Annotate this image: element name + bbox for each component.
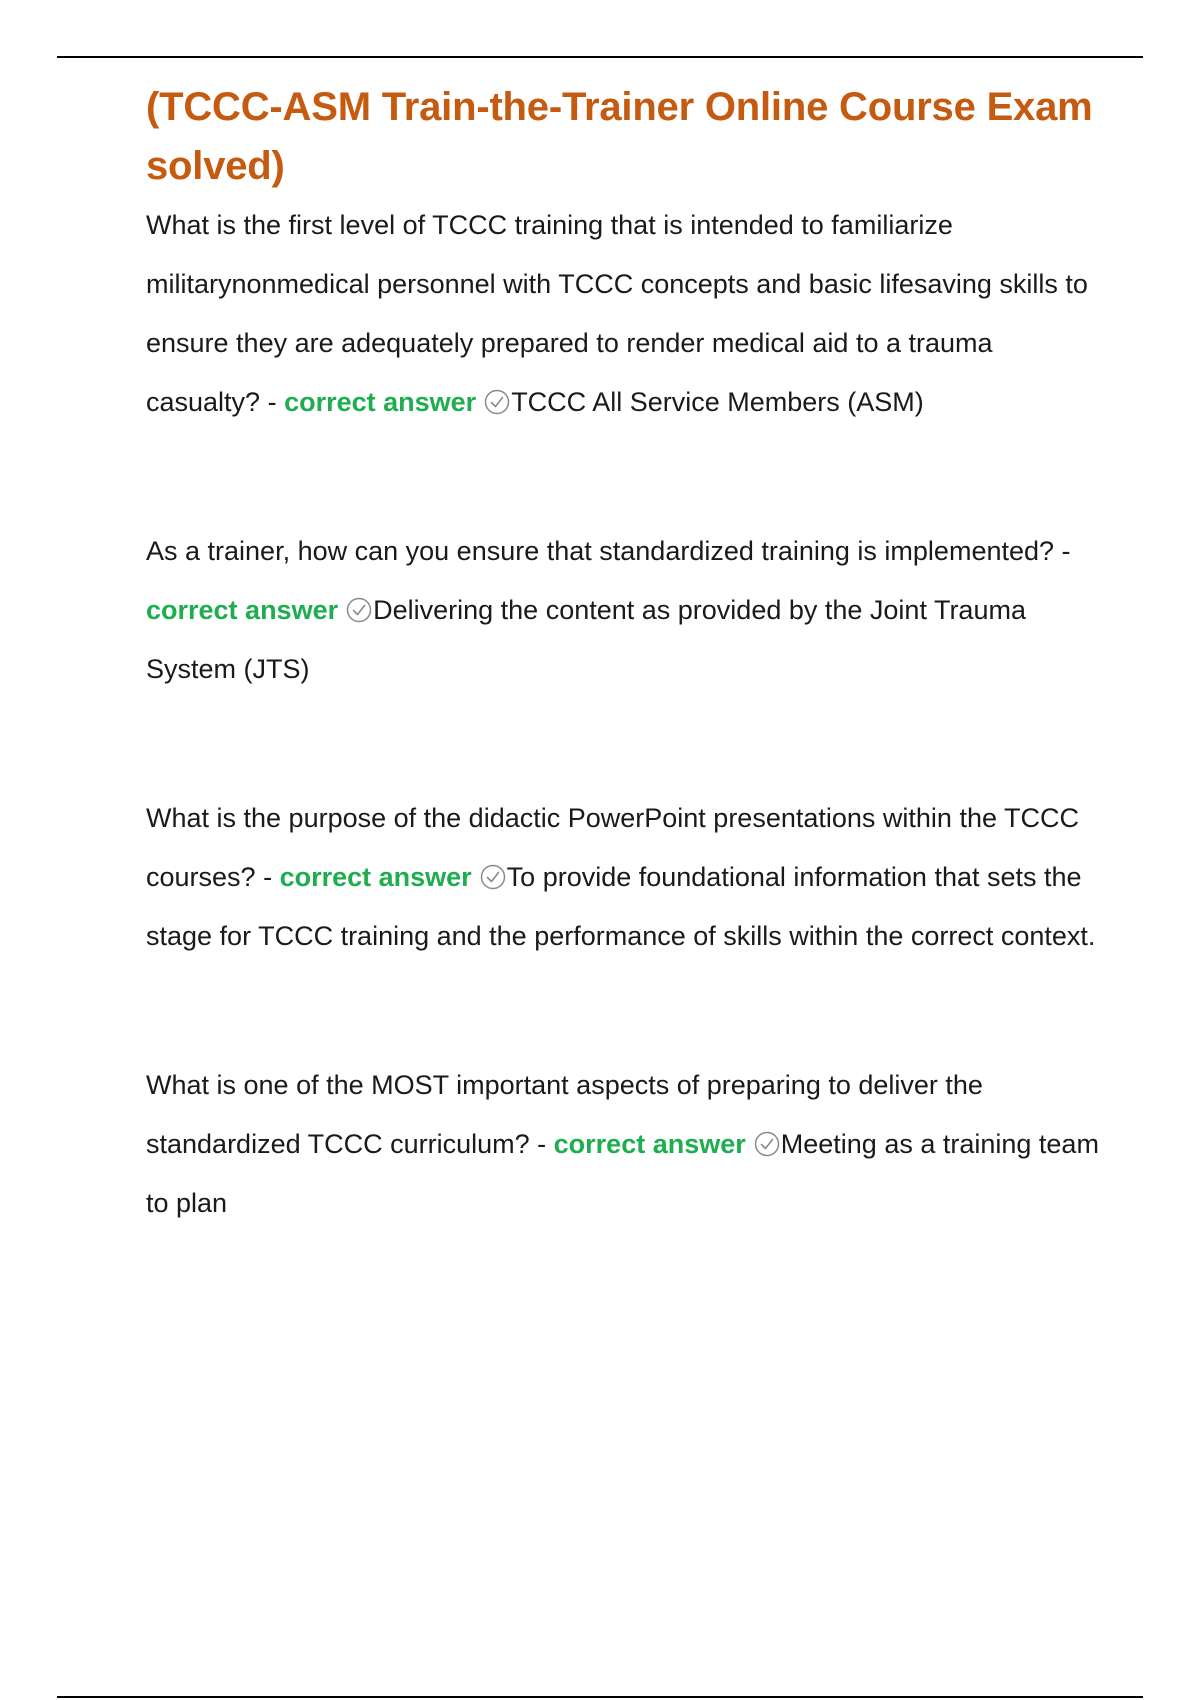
question-text: As a trainer, how can you ensure that standardized training is implemented?	[146, 536, 1055, 566]
answer-text: Delivering the content as provided by the Joint Trauma System (JTS)	[146, 595, 1026, 684]
question-text: What is the first level of TCCC training that is intended to familiarize militarynonmedical personnel with TCCC concepts and basic lifesaving skills to ensure they are adequately prepared to render medical aid to a trauma casualty?	[146, 210, 1088, 417]
question-text: What is the purpose of the didactic PowerPoint presentations within the TCCC courses?	[146, 803, 1079, 892]
separator: -	[255, 862, 280, 892]
check-circle-icon	[480, 864, 506, 890]
check-circle-icon	[346, 597, 372, 623]
correct-answer-label: correct answer	[146, 595, 339, 625]
separator: -	[260, 387, 285, 417]
bottom-rule	[57, 1696, 1143, 1698]
correct-answer-label: correct answer	[284, 387, 477, 417]
document-body	[146, 78, 1106, 1233]
answer-text: Meeting as a training team to plan	[146, 1129, 1099, 1218]
qa-item-4	[146, 1056, 1106, 1233]
top-rule	[57, 56, 1143, 58]
qa-item-1	[146, 196, 1106, 432]
document-title: (TCCC-ASM Train-the-Trainer Online Course Exam solved)	[146, 85, 1093, 188]
check-circle-icon	[754, 1131, 780, 1157]
separator: -	[1054, 536, 1071, 566]
question-text: What is one of the MOST important aspects of preparing to deliver the standardized TCCC curriculum?	[146, 1070, 983, 1159]
correct-answer-label: correct answer	[553, 1129, 746, 1159]
correct-answer-label: correct answer	[279, 862, 472, 892]
qa-item-3	[146, 789, 1106, 966]
answer-text: To provide foundational information that sets the stage for TCCC training and the performance of skills within the correct context.	[146, 862, 1096, 951]
check-circle-icon	[484, 389, 510, 415]
separator: -	[529, 1129, 554, 1159]
answer-text: TCCC All Service Members (ASM)	[511, 387, 924, 417]
qa-item-2	[146, 522, 1106, 699]
